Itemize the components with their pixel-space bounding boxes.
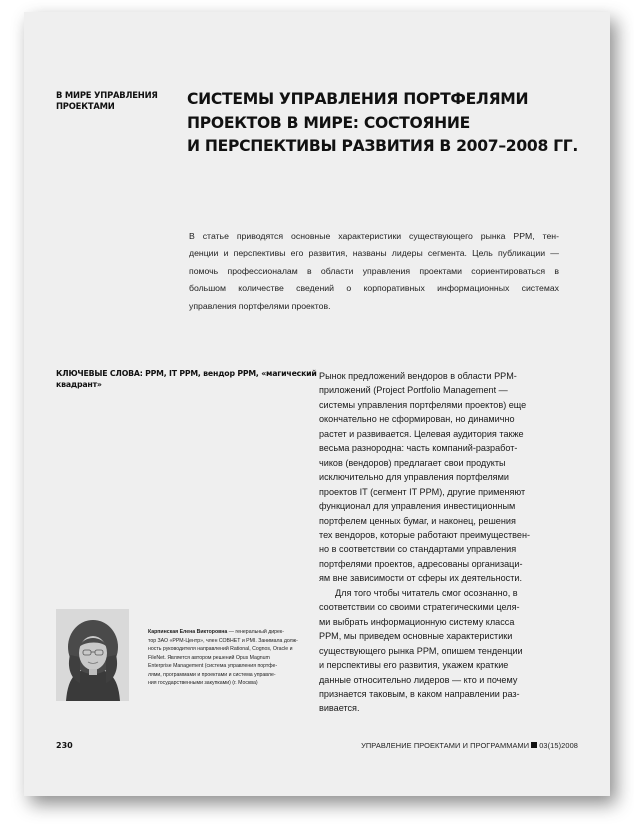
body-line: функционал для управления инвестиционным [319,501,516,512]
body-line: соответствии со своими стратегическими целя- [319,602,520,613]
body-line: ми выбрать информационную систему класса [319,616,515,627]
author-bio [148,628,298,688]
bio-line-tail: — генеральный дирек- [227,629,284,635]
body-line: портфелями проектов, адресованы организаци- [319,558,523,569]
article-title [187,88,587,159]
body-line: вивается. [319,703,360,714]
bio-line: FileNet. Является автором решений Opus Magnum [148,654,270,661]
body-line: системы управления портфелями проектов) еще [319,399,527,410]
body-line: но в соответствии со стандартами управления [319,544,517,555]
body-line: Для того чтобы читатель смог осознанно, в [335,587,518,598]
keywords [56,369,317,390]
journal-issue: 03(15)2008 [539,741,578,750]
body-line: окончательно не сформирован, но динамично [319,414,515,425]
bio-line: Enterprise Management (система управления портфе- [148,663,278,669]
title-line: ПРОЕКТОВ В МИРЕ: СОСТОЯНИЕ [187,113,470,132]
body-line: данные относительно лидеров — кто и почему [319,674,518,685]
author-name: Карпинская Елена Викторовна [148,629,228,635]
abstract-line: помочь профессионалам в области управления проектами сориентироваться в [189,265,559,276]
keywords-line: квадрант» [56,379,102,389]
journal-footer [361,741,578,750]
bio-line: ность руководителя направлений Rational, Cognos, Oracle и [148,646,293,652]
body-line: Рынок предложений вендоров в области PPM- [319,371,517,381]
body-line: весьма разнородна: часть компаний-разработ- [319,443,518,454]
abstract-line: В статье приводятся основные характеристики существующего рынка PPM, тен- [189,231,559,241]
title-line: И ПЕРСПЕКТИВЫ РАЗВИТИЯ В 2007–2008 ГГ. [187,137,579,155]
rubric-line: В МИРЕ УПРАВЛЕНИЯ [56,90,158,100]
journal-name: УПРАВЛЕНИЕ ПРОЕКТАМИ И ПРОГРАММАМИ [361,741,530,750]
body-line: и перспективы его развития, укажем краткие [319,660,509,671]
bio-line: тор ЗАО «PPM-Центр», член СОВНЕТ и PMI. Занимала долж- [148,637,298,644]
section-rubric [56,90,196,112]
body-line: портфелем ценных бумаг, и наконец, решения [319,515,516,526]
author-portrait-illustration [56,609,129,701]
abstract-line: денции и перспективы его развития, названы лидеры сегмента. Цель публикации — [189,248,559,259]
body-line: растет и развивается. Целевая аудитория также [319,428,524,439]
body-line: чиков (вендоров) предлагает свои продукты [319,457,506,468]
body-line: исключительно для управления портфелями [319,472,509,483]
keywords-line: КЛЮЧЕВЫЕ СЛОВА: PPM, IT PPM, вендор PPM, «магический [56,369,317,378]
abstract-line: большом количестве сведений о корпоративных информационных системах [189,283,559,294]
bio-line: ния государственными закупками) (г. Москва) [148,680,258,686]
body-line: ям вне зависимости от сферы их деятельности. [319,573,522,584]
body-line: приложений (Project Portfolio Management — [319,385,508,396]
page-number: 230 [56,741,73,750]
abstract [189,228,559,315]
rubric-line: ПРОЕКТАМИ [56,101,115,111]
body-line: тех вендоров, которые работают преимуществен- [319,529,531,540]
bio-line [148,628,288,637]
body-line: проектов IT (сегмент IT PPM), другие применяют [319,486,526,497]
body-line: PPM, мы приведем основные характеристики [319,631,513,642]
body-line: существующего рынка PPM, опишем тенденции [319,645,523,656]
bio-line: лями, программами и проектами и система управле- [148,671,276,678]
author-photo [56,609,129,701]
square-bullet-icon [531,742,537,748]
title-line: СИСТЕМЫ УПРАВЛЕНИЯ ПОРТФЕЛЯМИ [187,90,529,108]
abstract-line: управления портфелями проектов. [189,300,331,311]
body-line: признается таковым, в каком направлении раз- [319,688,520,699]
body-text [319,369,579,716]
